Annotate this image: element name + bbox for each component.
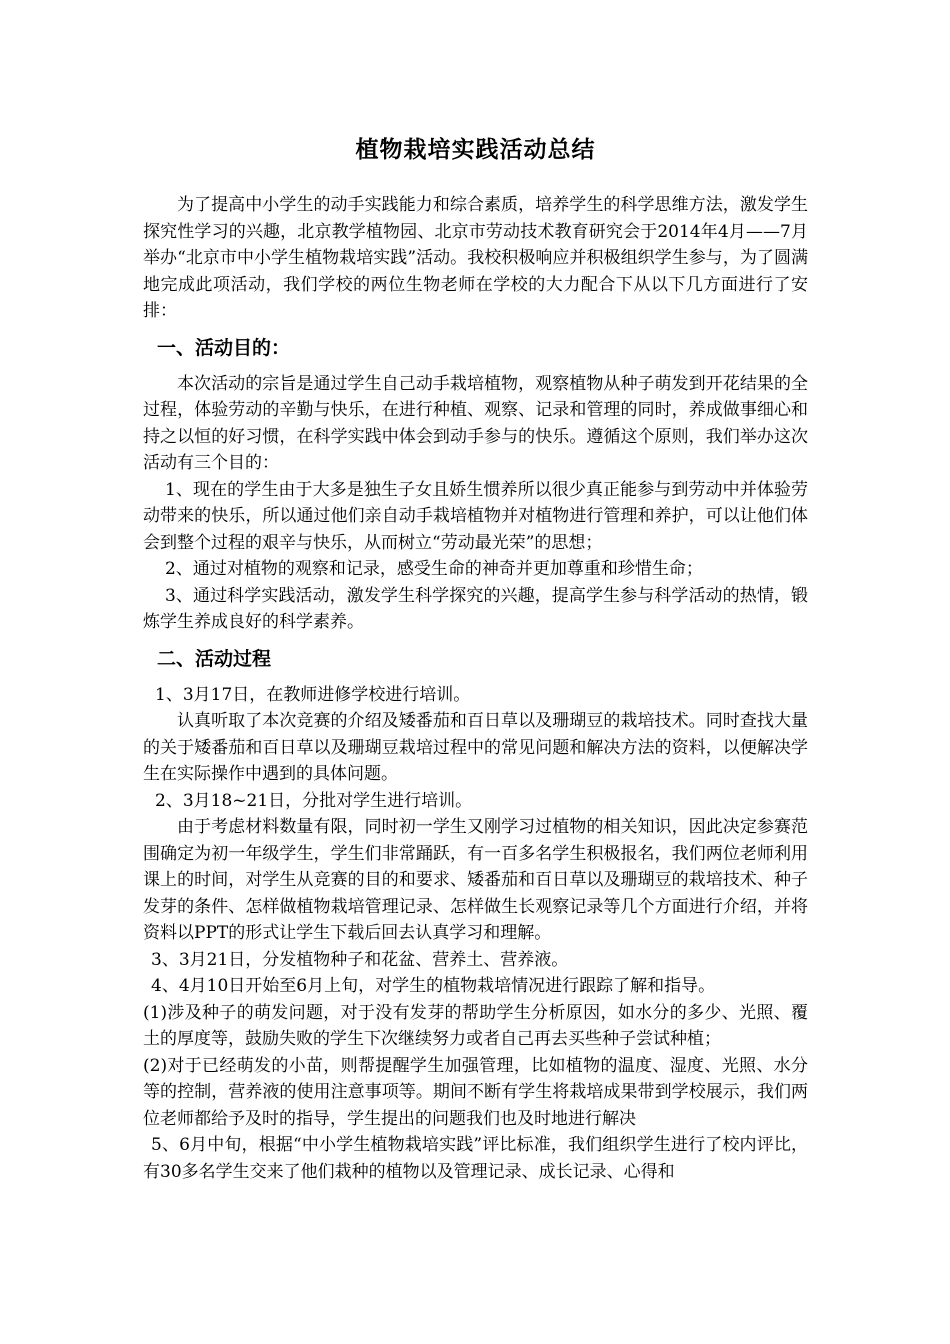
- document-title: 植物栽培实践活动总结: [355, 137, 596, 163]
- purpose-item-3: 3、通过科学实践活动，激发学生科学探究的兴趣，提高学生参与科学活动的热情，锻炼学生养成良好的科学素养。: [143, 585, 808, 632]
- process-step-1: 1、3月17日，在教师进修学校进行培训。: [155, 684, 471, 705]
- section1-paragraph: 本次活动的宗旨是通过学生自己动手栽培植物，观察植物从种子萌发到开花结果的全过程，体验劳动的辛勤与快乐，在进行种植、观察、记录和管理的同时，养成做事细心和持之以恒的好习惯，在科学实践中体会到动手参与的快乐。遵循这个原则，我们举办这次活动有三个目的：: [143, 373, 808, 473]
- process-step-5: 5、6月中旬，根据“中小学生植物栽培实践”评比标准，我们组织学生进行了校内评比，有30多名学生交来了他们栽种的植物以及管理记录、成长记录、心得和: [143, 1135, 808, 1182]
- process-step-2: 2、3月18~21日，分批对学生进行培训。: [155, 790, 473, 811]
- process-step-3: 3、3月21日，分发植物种子和花盆、营养土、营养液。: [151, 949, 569, 970]
- purpose-item-2: 2、通过对植物的观察和记录，感受生命的神奇并更加尊重和珍惜生命；: [165, 559, 703, 579]
- section1-heading: 一、活动目的：: [157, 336, 291, 359]
- process-step-4-sub-2: (2)对于已经萌发的小苗，则帮提醒学生加强管理，比如植物的温度、湿度、光照、水分等的控制，营养液的使用注意事项等。期间不断有学生将栽培成果带到学校展示，我们两位老师都给予及时的指导，学生提出的问题我们也及时地进行解决: [143, 1055, 808, 1129]
- intro-paragraph: 为了提高中小学生的动手实践能力和综合素质，培养学生的科学思维方法，激发学生探究性学习的兴趣，北京教学植物园、北京市劳动技术教育研究会于2014年4月——7月举办“北京市中小学生植物栽培实践”活动。我校积极响应并积极组织学生参与，为了圆满地完成此项活动，我们学校的两位生物老师在学校的大力配合下从以下几方面进行了安排：: [143, 195, 808, 321]
- document-page: [143, 130, 808, 1185]
- purpose-item-1: 1、现在的学生由于大多是独生子女且娇生惯养所以很少真正能参与到劳动中并体验劳动带来的快乐，所以通过他们亲自动手栽培植物并对植物进行管理和养护，可以让他们体会到整个过程的艰辛与快乐，从而树立“劳动最光荣”的思想；: [143, 479, 808, 553]
- process-step-2-detail: 由于考虑材料数量有限，同时初一学生又刚学习过植物的相关知识，因此决定参赛范围确定为初一年级学生，学生们非常踊跃，有一百多名学生积极报名，我们两位老师利用课上的时间，对学生从竞赛的目的和要求、矮番茄和百日草以及珊瑚豆的栽培技术、种子发芽的条件、怎样做植物栽培管理记录、怎样做生长观察记录等几个方面进行介绍，并将资料以PPT的形式让学生下载后回去认真学习和理解。: [143, 817, 808, 943]
- section2-heading: 二、活动过程: [157, 647, 272, 670]
- process-step-1-detail: 认真听取了本次竞赛的介绍及矮番茄和百日草以及珊瑚豆的栽培技术。同时查找大量的关于矮番茄和百日草以及珊瑚豆栽培过程中的常见问题和解决方法的资料，以便解决学生在实际操作中遇到的具体问题。: [143, 711, 808, 784]
- process-step-4-sub-1: (1)涉及种子的萌发问题，对于没有发芽的帮助学生分析原因，如水分的多少、光照、覆土的厚度等，鼓励失败的学生下次继续努力或者自己再去买些种子尝试种植；: [143, 1002, 808, 1049]
- process-step-4: 4、4月10日开始至6月上旬，对学生的植物栽培情况进行跟踪了解和指导。: [151, 976, 716, 996]
